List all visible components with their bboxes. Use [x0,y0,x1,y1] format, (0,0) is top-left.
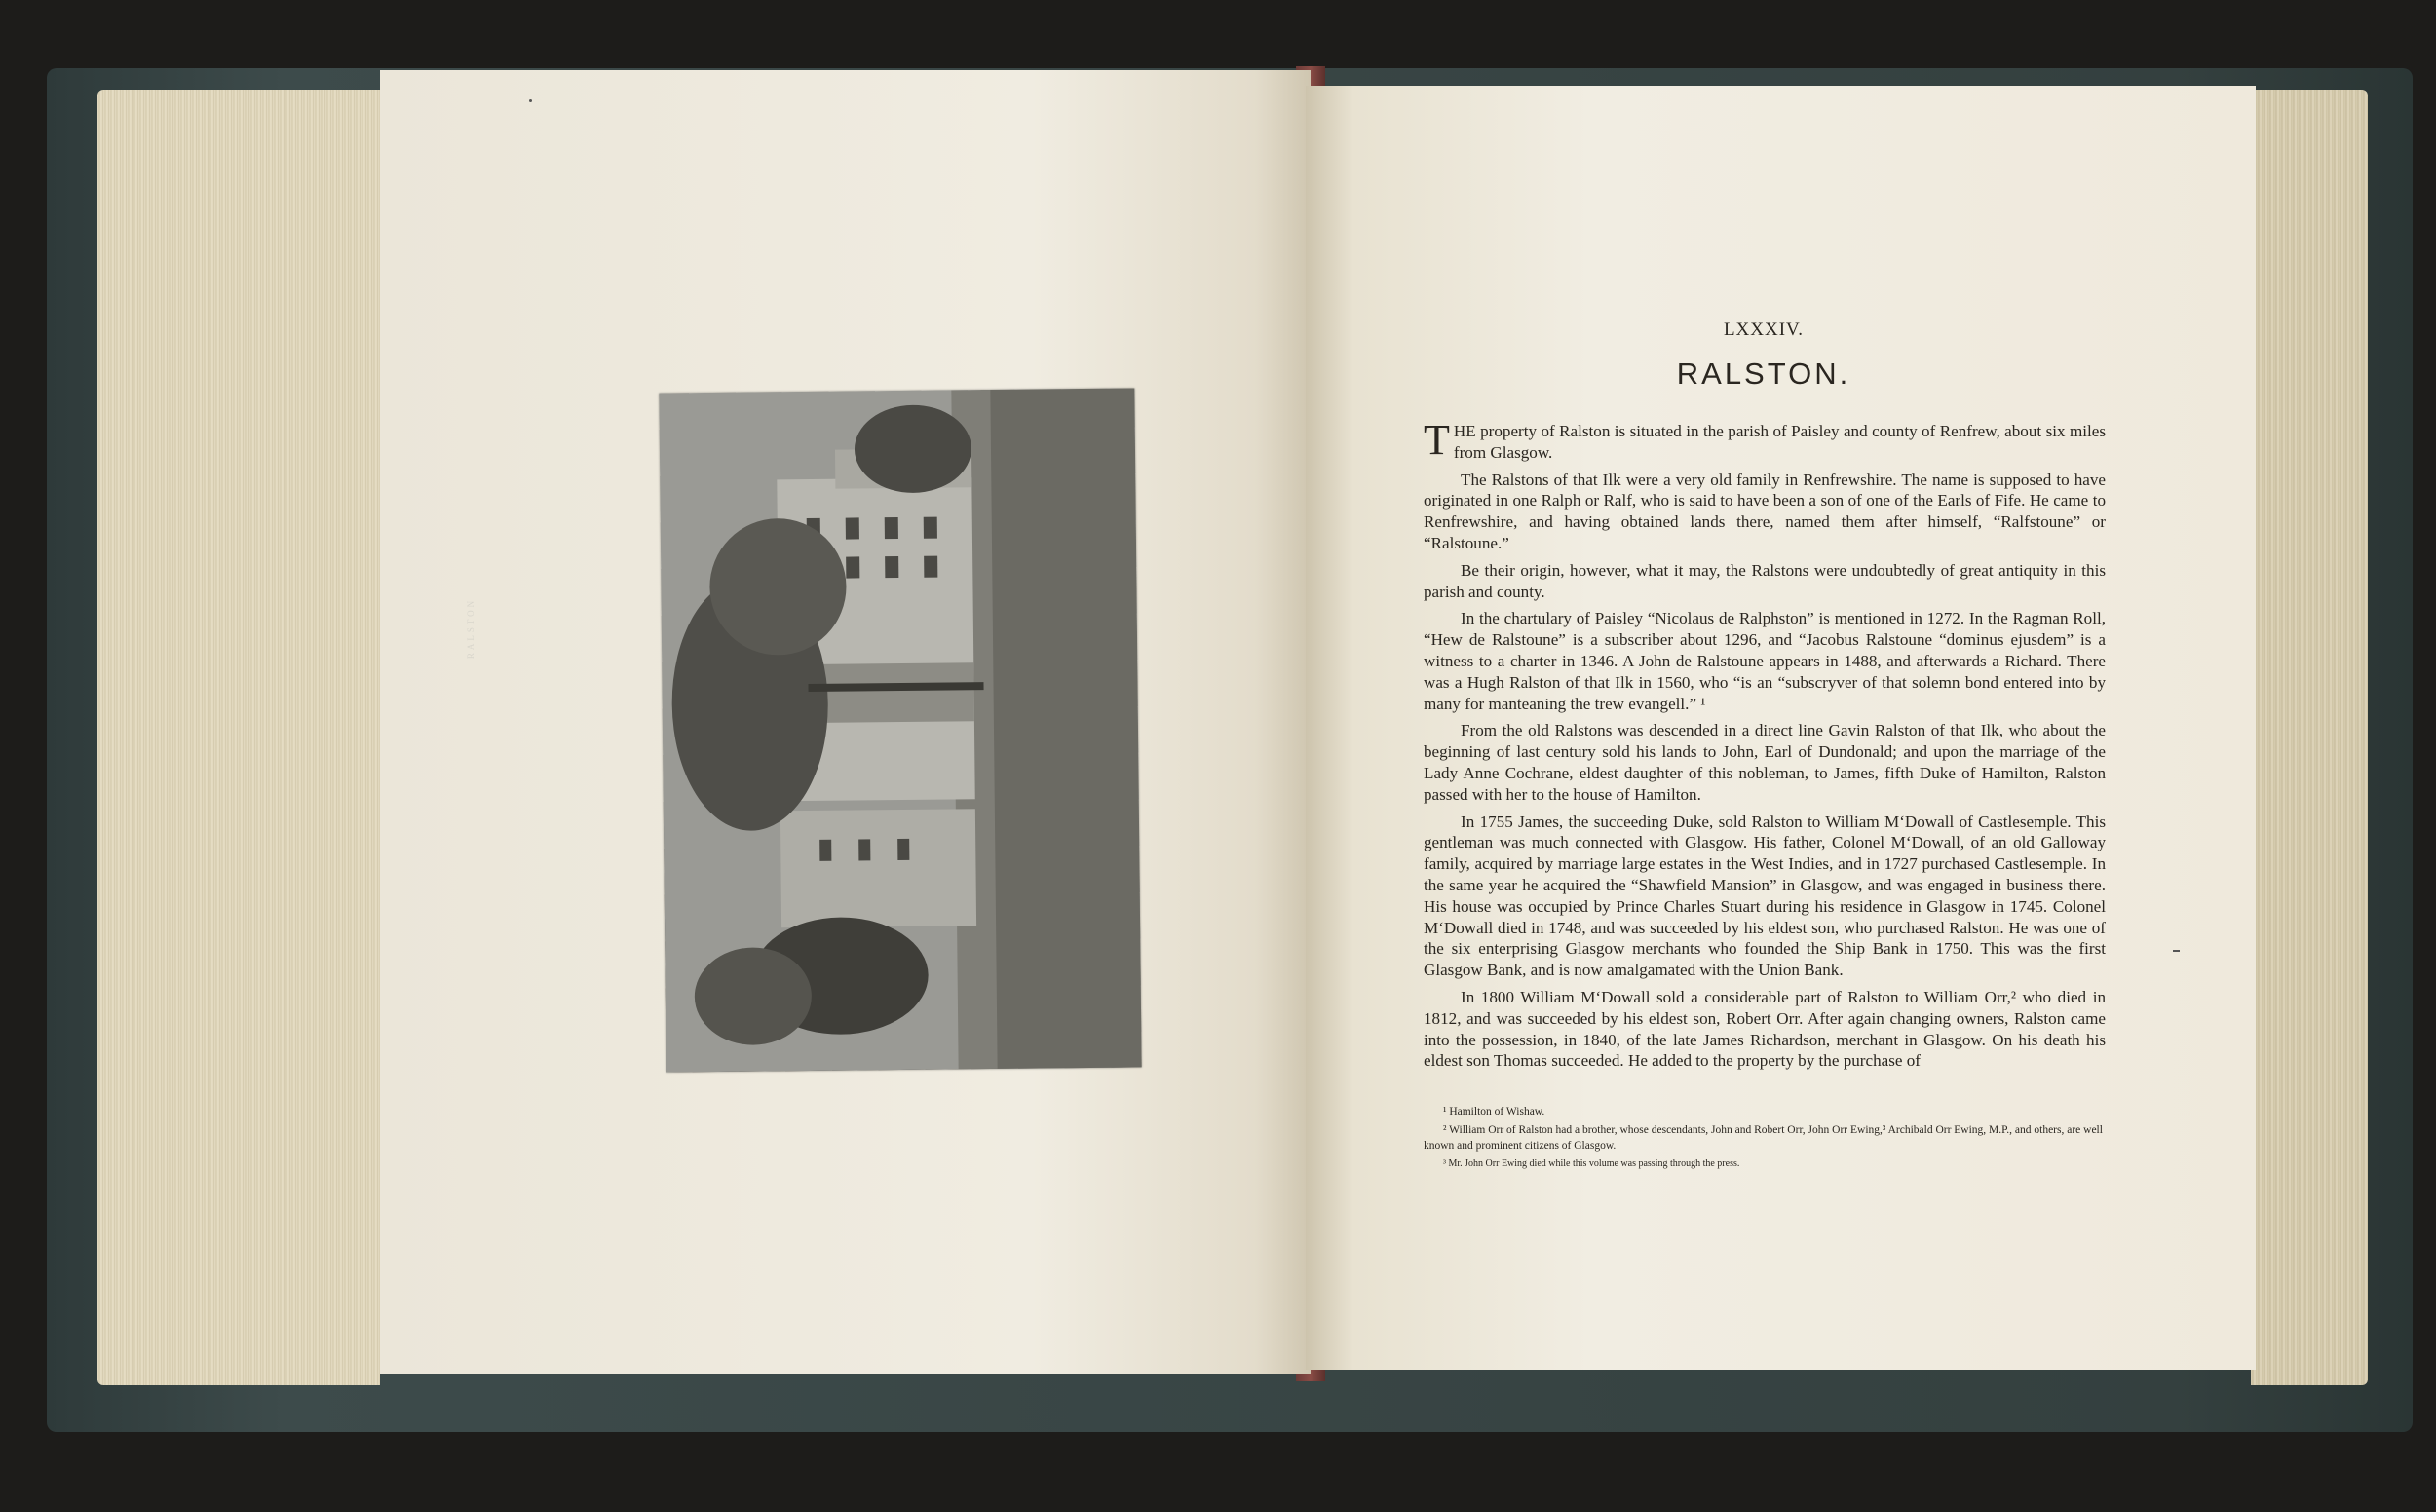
paragraph: In the chartulary of Paisley “Nicolaus de Ralphston” is mentioned in 1272. In the Ragman Roll, “Hew de Ralstoune” is a subscriber about 1296, and “Jacobus Ralstoune “dominus ejusdem” is a witness to a charter in 1346. A John de Ralstoune appears in 1488, and afterwards a Richard. There was a Hugh Ralston of that Ilk in 1560, who “is an “subscryver of that solemn bond entered into by many for manteaning the trew evangell.” ¹ [1424,609,2106,713]
body-text [1424,416,2106,1077]
footnote: ¹ Hamilton of Wishaw. [1443,1106,1545,1117]
drop-cap: T [1424,416,1450,464]
footnotes [1424,1104,2106,1175]
photo-caption: RALSTON [466,597,476,660]
ralston-house-photograph [659,388,1141,1072]
chapter-title: RALSTON. [1676,357,1851,391]
paragraph: From the old Ralstons was descended in a direct line Gavin Ralston of that Ilk, who about the beginning of last century sold his lands to John, Earl of Dundonald; and upon the marriage of the Lady Anne Cochrane, eldest daughter of this nobleman, to James, fifth Duke of Hamilton, Ralston passed with her to the house of Hamilton. [1424,721,2106,804]
page-edges-right [2251,90,2368,1385]
paragraph: In 1800 William M‘Dowall sold a considerable part of Ralston to William Orr,² who died in 1812, and was succeeded by his eldest son, Robert Orr. After again changing owners, Ralston came into the possession, in 1840, of the late James Richardson, merchant in Glasgow. On his death his eldest son Thomas succeeded. He added to the property by the purchase of [1424,987,2106,1071]
page-edges-left [97,90,380,1385]
chapter-number: LXXXIV. [1723,320,1805,340]
paragraph: Be their origin, however, what it may, the Ralstons were undoubtedly of great antiquity in this parish and county. [1424,560,2106,601]
paragraph: THE property of Ralston is situated in the parish of Paisley and county of Renfrew, about six miles from Glasgow. [1424,416,2106,464]
paragraph: In 1755 James, the succeeding Duke, sold Ralston to William M‘Dowall of Castlesemple. This gentleman was much connected with Glasgow. His father, Colonel M‘Dowall, of an old Galloway family, acquired by marriage large estates in the West Indies, and in 1727 purchased Castlesemple. In the same year he acquired the “Shawfield Mansion” in Glasgow, and was engaged in business there. His house was occupied by Prince Charles Stuart during his residence in Glasgow in 1745. Colonel M‘Dowall died in 1748, and was succeeded by his eldest son, who purchased Ralston. He was one of the six enterprising Glasgow merchants who founded the Ship Bank in 1750. This was the first Glasgow Bank, and is now amalgamated with the Union Bank. [1424,812,2106,980]
page-mark [529,99,532,102]
page-mark [2173,950,2180,952]
footnote: ² William Orr of Ralston had a brother, whose descendants, John and Robert Orr, John Orr Ewing,³ Archibald Orr Ewing, M.P., and others, are well known and prominent citizens of Glasgow. [1424,1124,2103,1152]
footnote: ³ Mr. John Orr Ewing died while this volume was passing through the press. [1443,1158,1740,1169]
paragraph: The Ralstons of that Ilk were a very old family in Renfrewshire. The name is supposed to have originated in one Ralph or Ralf, who is said to have been a son of one of the Earls of Fife. He came to Renfrewshire, and having obtained lands there, named them after himself, “Ralfstoune” or “Ralstoune.” [1424,470,2106,552]
